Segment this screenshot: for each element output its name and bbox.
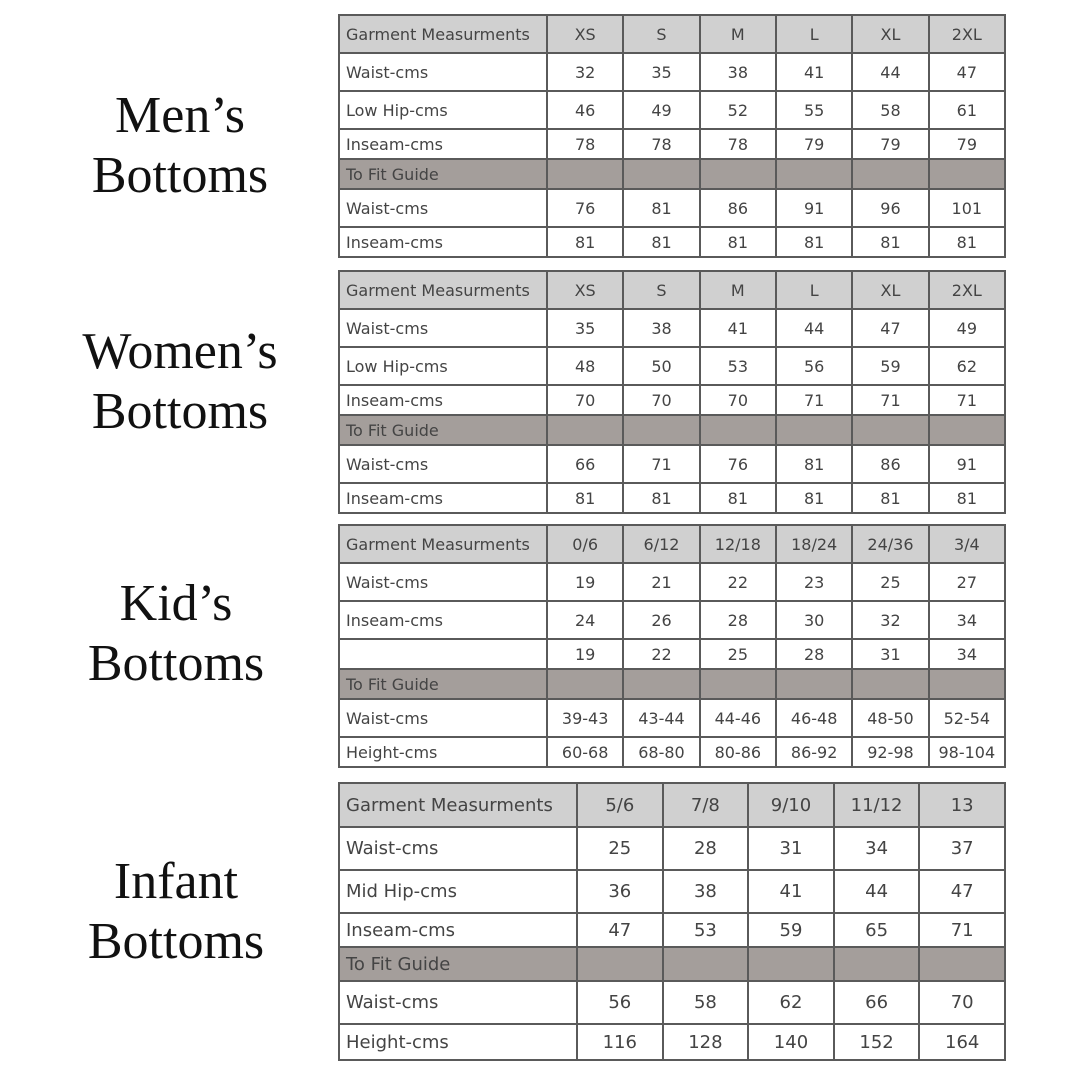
table-cell [623, 415, 699, 445]
table-cell: 71 [852, 385, 928, 415]
table-cell: 96 [852, 189, 928, 227]
table-cell: 152 [834, 1024, 920, 1060]
table-cell: 81 [776, 227, 852, 257]
table-cell: 79 [776, 129, 852, 159]
table-cell: 49 [929, 309, 1005, 347]
row-label: Mid Hip-cms [339, 870, 577, 913]
table-cell [700, 669, 776, 699]
row-label [339, 639, 547, 669]
table-row [339, 699, 1005, 737]
table-cell: 59 [852, 347, 928, 385]
table-cell: 101 [929, 189, 1005, 227]
table-cell: 71 [929, 385, 1005, 415]
table-row [339, 385, 1005, 415]
table-cell: 38 [700, 53, 776, 91]
label-line: Bottoms [87, 635, 265, 692]
table-cell [929, 669, 1005, 699]
table-cell: 86 [700, 189, 776, 227]
table-cell: 81 [929, 227, 1005, 257]
table-row [339, 53, 1005, 91]
table-cell: 37 [919, 827, 1005, 870]
table-row [339, 483, 1005, 513]
column-header-size: L [776, 15, 852, 53]
table-cell: 81 [623, 189, 699, 227]
table-cell: 78 [700, 129, 776, 159]
table-cell: 62 [929, 347, 1005, 385]
table-cell: 32 [852, 601, 928, 639]
column-header-size: XL [852, 271, 928, 309]
row-label: Low Hip-cms [339, 347, 547, 385]
label-line: Bottoms [91, 383, 269, 440]
table-cell: 47 [852, 309, 928, 347]
table-cell: 91 [776, 189, 852, 227]
table-cell: 66 [834, 981, 920, 1024]
row-label: Height-cms [339, 737, 547, 767]
table-row [339, 639, 1005, 669]
table-cell: 26 [623, 601, 699, 639]
table-cell: 71 [919, 913, 1005, 947]
section-label-womens [70, 322, 290, 442]
table-row [339, 91, 1005, 129]
fit-guide-row [339, 159, 1005, 189]
table-cell: 52 [700, 91, 776, 129]
table-cell [852, 415, 928, 445]
column-header-size: S [623, 15, 699, 53]
table-row [339, 227, 1005, 257]
table-cell: 81 [852, 483, 928, 513]
table-cell: 34 [929, 639, 1005, 669]
table-cell: 68-80 [623, 737, 699, 767]
table-cell: 164 [919, 1024, 1005, 1060]
column-header-size: 2XL [929, 271, 1005, 309]
table-cell: 140 [748, 1024, 834, 1060]
table-cell: 81 [623, 227, 699, 257]
table-cell: 44 [834, 870, 920, 913]
table-cell: 76 [547, 189, 623, 227]
column-header-size: 12/18 [700, 525, 776, 563]
table-cell [700, 415, 776, 445]
table-cell: 39-43 [547, 699, 623, 737]
table-cell [919, 947, 1005, 981]
row-label: Low Hip-cms [339, 91, 547, 129]
table-cell: 32 [547, 53, 623, 91]
row-label: Waist-cms [339, 189, 547, 227]
table-cell: 35 [547, 309, 623, 347]
table-cell: 86-92 [776, 737, 852, 767]
table-cell [929, 159, 1005, 189]
table-row [339, 347, 1005, 385]
table-row [339, 913, 1005, 947]
table-cell [700, 159, 776, 189]
column-header-measurement: Garment Measurments [339, 271, 547, 309]
label-line: Men’s [115, 87, 245, 144]
table-cell: 56 [577, 981, 663, 1024]
table-cell: 36 [577, 870, 663, 913]
table-cell: 34 [929, 601, 1005, 639]
table-cell: 81 [547, 483, 623, 513]
table-cell: 65 [834, 913, 920, 947]
row-label: Waist-cms [339, 53, 547, 91]
column-header-measurement: Garment Measurments [339, 783, 577, 827]
size-table-infant [338, 782, 1006, 1061]
table-cell [663, 947, 749, 981]
table-cell: 81 [700, 227, 776, 257]
column-header-size: 5/6 [577, 783, 663, 827]
table-cell: 60-68 [547, 737, 623, 767]
section-label-infant [76, 852, 276, 972]
table-cell: 21 [623, 563, 699, 601]
table-cell: 76 [700, 445, 776, 483]
column-header-size: XS [547, 15, 623, 53]
table-cell [547, 159, 623, 189]
table-row [339, 563, 1005, 601]
column-header-size: 7/8 [663, 783, 749, 827]
table-cell: 91 [929, 445, 1005, 483]
table-cell [929, 415, 1005, 445]
table-row [339, 870, 1005, 913]
table-cell: 128 [663, 1024, 749, 1060]
table-cell: 55 [776, 91, 852, 129]
table-cell: 44-46 [700, 699, 776, 737]
table-cell: 28 [700, 601, 776, 639]
section-label-mens [80, 86, 280, 206]
column-header-size: 2XL [929, 15, 1005, 53]
column-header-size: XL [852, 15, 928, 53]
table-cell: 48-50 [852, 699, 928, 737]
fit-guide-row [339, 415, 1005, 445]
row-label: Inseam-cms [339, 601, 547, 639]
table-cell: 50 [623, 347, 699, 385]
column-header-size: L [776, 271, 852, 309]
table-cell [776, 415, 852, 445]
table-row [339, 309, 1005, 347]
row-label: To Fit Guide [339, 947, 577, 981]
table-cell: 116 [577, 1024, 663, 1060]
table-cell: 81 [700, 483, 776, 513]
row-label: Inseam-cms [339, 385, 547, 415]
table-cell: 86 [852, 445, 928, 483]
fit-guide-row [339, 947, 1005, 981]
table-cell: 62 [748, 981, 834, 1024]
table-row [339, 189, 1005, 227]
table-cell: 70 [547, 385, 623, 415]
column-header-size: XS [547, 271, 623, 309]
table-row [339, 981, 1005, 1024]
section-label-kids [76, 574, 276, 694]
table-cell: 44 [852, 53, 928, 91]
table-cell: 56 [776, 347, 852, 385]
label-line: Infant [113, 853, 239, 910]
table-cell: 25 [852, 563, 928, 601]
table-cell: 58 [663, 981, 749, 1024]
table-cell: 47 [919, 870, 1005, 913]
table-cell: 38 [663, 870, 749, 913]
row-label: Inseam-cms [339, 227, 547, 257]
size-table-kids [338, 524, 1006, 768]
column-header-size: 11/12 [834, 783, 920, 827]
table-cell: 52-54 [929, 699, 1005, 737]
row-label: To Fit Guide [339, 415, 547, 445]
table-cell: 59 [748, 913, 834, 947]
row-label: Waist-cms [339, 309, 547, 347]
table-header-row [339, 15, 1005, 53]
table-cell: 53 [700, 347, 776, 385]
table-header-row [339, 271, 1005, 309]
table-cell [547, 415, 623, 445]
column-header-size: 24/36 [852, 525, 928, 563]
label-line: Kid’s [119, 575, 233, 632]
row-label: Inseam-cms [339, 913, 577, 947]
table-cell [547, 669, 623, 699]
table-cell: 79 [852, 129, 928, 159]
table-cell: 28 [776, 639, 852, 669]
column-header-size: 3/4 [929, 525, 1005, 563]
row-label: Waist-cms [339, 563, 547, 601]
table-cell: 44 [776, 309, 852, 347]
table-cell: 71 [776, 385, 852, 415]
table-cell: 80-86 [700, 737, 776, 767]
row-label: Inseam-cms [339, 129, 547, 159]
table-cell: 81 [547, 227, 623, 257]
table-cell: 61 [929, 91, 1005, 129]
column-header-size: 13 [919, 783, 1005, 827]
table-cell: 25 [577, 827, 663, 870]
table-cell: 79 [929, 129, 1005, 159]
table-cell [623, 159, 699, 189]
table-cell: 70 [700, 385, 776, 415]
table-cell: 70 [919, 981, 1005, 1024]
table-cell: 81 [929, 483, 1005, 513]
table-row [339, 129, 1005, 159]
table-cell: 47 [577, 913, 663, 947]
table-cell: 81 [623, 483, 699, 513]
row-label: To Fit Guide [339, 669, 547, 699]
table-cell: 66 [547, 445, 623, 483]
table-row [339, 827, 1005, 870]
table-cell [577, 947, 663, 981]
table-cell: 58 [852, 91, 928, 129]
column-header-measurement: Garment Measurments [339, 525, 547, 563]
fit-guide-row [339, 669, 1005, 699]
table-cell: 19 [547, 563, 623, 601]
table-header-row [339, 525, 1005, 563]
table-cell: 41 [748, 870, 834, 913]
row-label: To Fit Guide [339, 159, 547, 189]
table-cell: 28 [663, 827, 749, 870]
table-row [339, 445, 1005, 483]
table-cell: 47 [929, 53, 1005, 91]
size-table-mens [338, 14, 1006, 258]
table-cell: 53 [663, 913, 749, 947]
table-cell [748, 947, 834, 981]
table-cell: 24 [547, 601, 623, 639]
row-label: Waist-cms [339, 981, 577, 1024]
table-cell: 92-98 [852, 737, 928, 767]
column-header-size: M [700, 15, 776, 53]
table-cell: 81 [776, 483, 852, 513]
column-header-size: 0/6 [547, 525, 623, 563]
table-cell: 27 [929, 563, 1005, 601]
column-header-measurement: Garment Measurments [339, 15, 547, 53]
table-cell: 19 [547, 639, 623, 669]
table-cell: 34 [834, 827, 920, 870]
table-cell: 38 [623, 309, 699, 347]
table-cell: 35 [623, 53, 699, 91]
table-cell: 43-44 [623, 699, 699, 737]
table-cell: 78 [623, 129, 699, 159]
table-cell: 41 [776, 53, 852, 91]
table-cell: 46 [547, 91, 623, 129]
table-cell: 81 [776, 445, 852, 483]
column-header-size: S [623, 271, 699, 309]
row-label: Height-cms [339, 1024, 577, 1060]
row-label: Inseam-cms [339, 483, 547, 513]
table-cell: 70 [623, 385, 699, 415]
table-cell: 81 [852, 227, 928, 257]
table-row [339, 1024, 1005, 1060]
column-header-size: 9/10 [748, 783, 834, 827]
table-cell: 25 [700, 639, 776, 669]
table-cell: 78 [547, 129, 623, 159]
table-cell: 23 [776, 563, 852, 601]
table-header-row [339, 783, 1005, 827]
row-label: Waist-cms [339, 699, 547, 737]
table-cell: 41 [700, 309, 776, 347]
table-cell: 31 [852, 639, 928, 669]
row-label: Waist-cms [339, 827, 577, 870]
table-cell [852, 669, 928, 699]
column-header-size: M [700, 271, 776, 309]
label-line: Bottoms [91, 147, 269, 204]
table-cell: 30 [776, 601, 852, 639]
table-cell: 71 [623, 445, 699, 483]
size-table-womens [338, 270, 1006, 514]
table-cell [776, 159, 852, 189]
table-cell [834, 947, 920, 981]
label-line: Bottoms [87, 913, 265, 970]
table-cell: 22 [623, 639, 699, 669]
column-header-size: 6/12 [623, 525, 699, 563]
column-header-size: 18/24 [776, 525, 852, 563]
table-cell [776, 669, 852, 699]
label-line: Women’s [82, 323, 278, 380]
table-cell: 98-104 [929, 737, 1005, 767]
table-cell [623, 669, 699, 699]
table-cell: 46-48 [776, 699, 852, 737]
table-cell: 31 [748, 827, 834, 870]
table-row [339, 737, 1005, 767]
table-cell: 48 [547, 347, 623, 385]
table-cell: 49 [623, 91, 699, 129]
row-label: Waist-cms [339, 445, 547, 483]
table-cell: 22 [700, 563, 776, 601]
table-row [339, 601, 1005, 639]
table-cell [852, 159, 928, 189]
